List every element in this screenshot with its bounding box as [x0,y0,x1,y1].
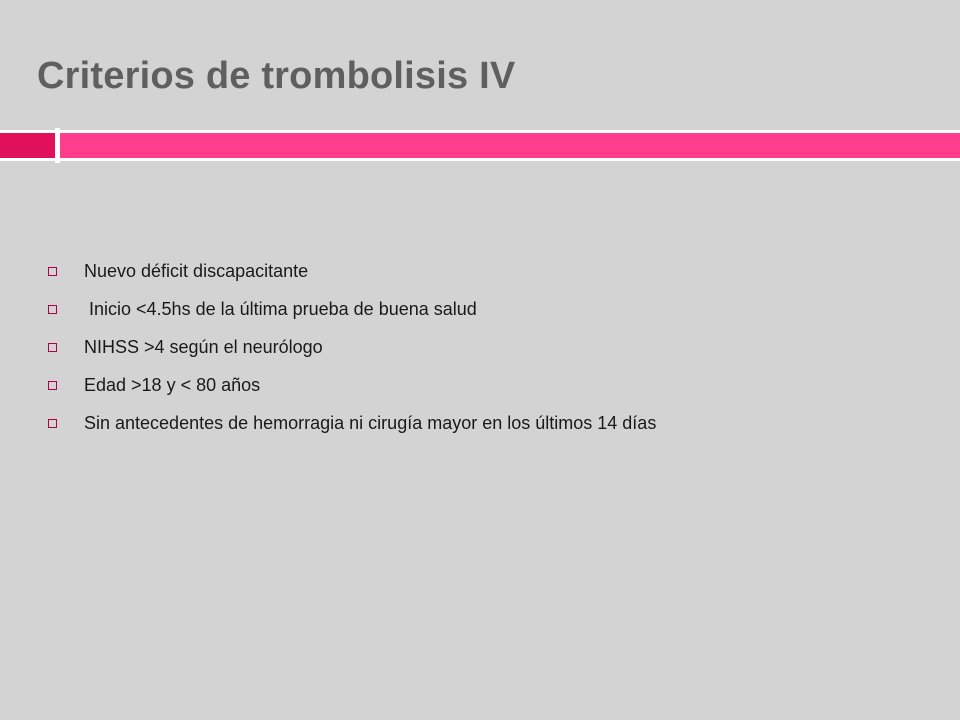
bullet-text: Sin antecedentes de hemorragia ni cirugía mayor en los últimos 14 días [84,412,657,433]
list-item [48,404,656,442]
square-outline-icon [48,305,57,314]
square-outline-icon [48,381,57,390]
square-outline-icon [48,419,57,428]
square-outline-icon [48,267,57,276]
accent-bar-left [0,133,55,158]
list-item [48,252,656,290]
bullet-text: NIHSS >4 según el neurólogo [84,336,323,357]
list-item [48,290,656,328]
list-item [48,328,656,366]
list-item [48,366,656,404]
bullet-text: Inicio <4.5hs de la última prueba de buena salud [84,298,477,319]
slide-title: Criterios de trombolisis IV [37,55,516,97]
accent-bar-right [60,133,960,158]
accent-bar-bottom-line [0,158,960,161]
bullet-list [48,252,656,442]
square-outline-icon [48,343,57,352]
bullet-text: Nuevo déficit discapacitante [84,260,309,281]
bullet-text: Edad >18 y < 80 años [84,374,261,395]
